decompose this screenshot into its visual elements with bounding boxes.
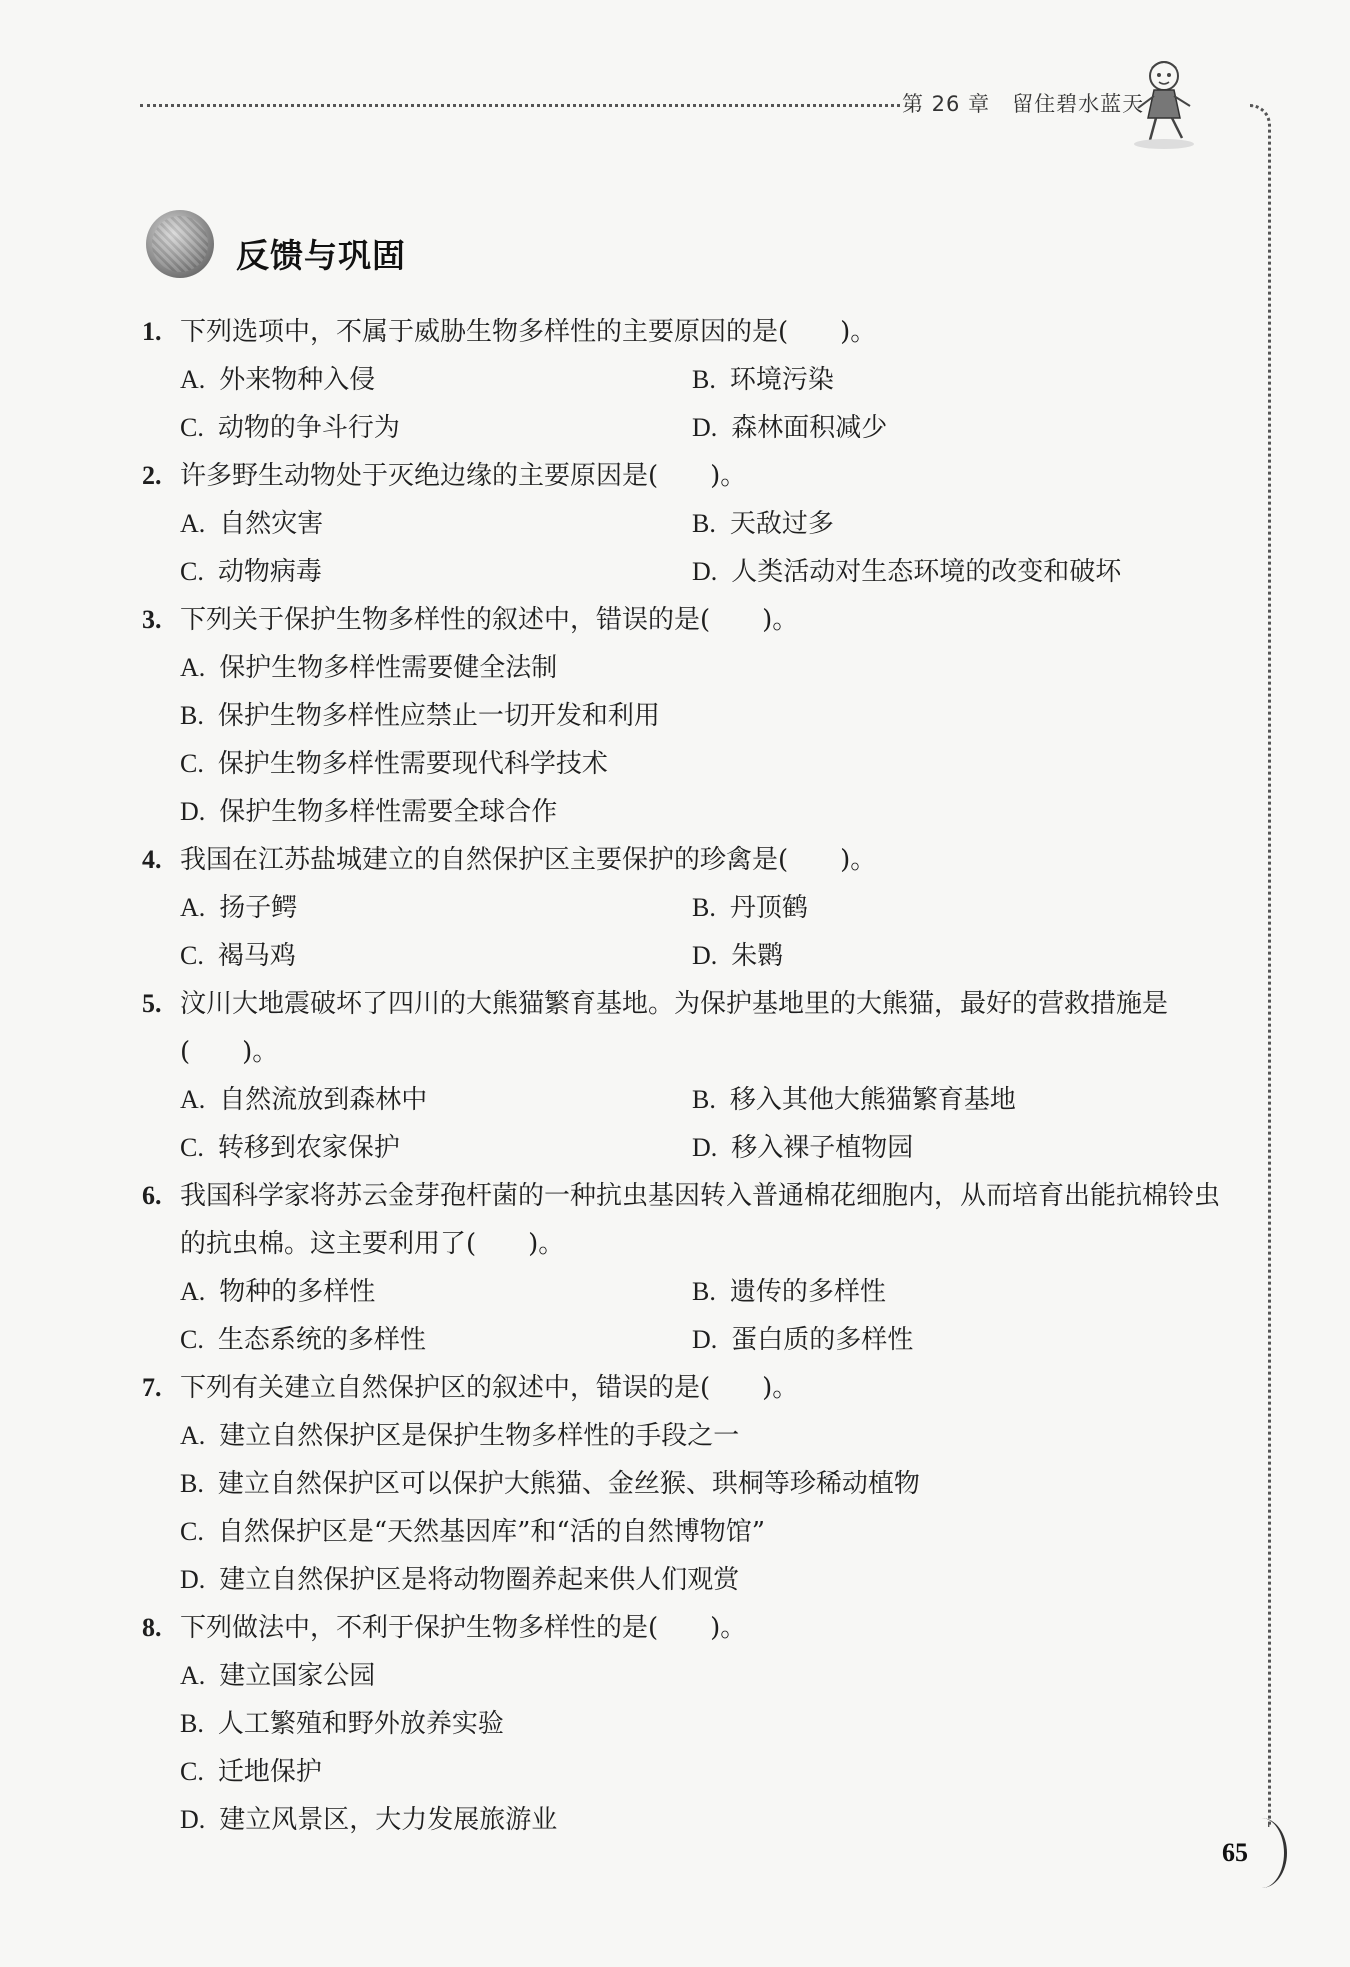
question-number: 2. [142, 461, 162, 490]
question-3 [142, 596, 1222, 836]
question-7 [142, 1364, 1222, 1604]
option-list [142, 1652, 1222, 1844]
question-stem [142, 1604, 1222, 1652]
option-letter: A. [180, 509, 206, 538]
option-b[interactable] [180, 692, 1180, 740]
question-text: 汶川大地震破坏了四川的大熊猫繁育基地。为保护基地里的大熊猫，最好的营救措施是( )。 [180, 989, 1169, 1067]
section-globe-icon [146, 210, 214, 278]
option-letter: B. [180, 1709, 204, 1738]
option-c[interactable] [180, 1316, 692, 1364]
option-c[interactable] [180, 740, 1180, 788]
option-d[interactable] [180, 1796, 1180, 1844]
question-text: 下列选项中，不属于威胁生物多样性的主要原因的是( )。 [180, 317, 877, 347]
option-list [142, 1076, 1222, 1172]
option-text: 扬子鳄 [219, 893, 298, 923]
option-c[interactable] [180, 548, 692, 596]
option-b[interactable] [180, 1460, 1180, 1508]
option-list [142, 356, 1222, 452]
option-d[interactable] [692, 1124, 1204, 1172]
option-letter: C. [180, 1517, 204, 1546]
option-text: 蛋白质的多样性 [731, 1325, 914, 1355]
option-letter: D. [692, 413, 718, 442]
option-letter: D. [692, 1325, 718, 1354]
option-text: 保护生物多样性需要健全法制 [219, 653, 558, 683]
question-text: 我国在江苏盐城建立的自然保护区主要保护的珍禽是( )。 [180, 845, 877, 875]
option-a[interactable] [180, 1076, 692, 1124]
option-list [142, 644, 1222, 836]
option-a[interactable] [180, 644, 1180, 692]
option-text: 人类活动对生态环境的改变和破坏 [731, 557, 1122, 587]
question-6 [142, 1172, 1222, 1364]
option-a[interactable] [180, 356, 692, 404]
question-8 [142, 1604, 1222, 1844]
option-b[interactable] [692, 1076, 1204, 1124]
option-b[interactable] [692, 356, 1204, 404]
option-text: 森林面积减少 [731, 413, 888, 443]
option-letter: B. [692, 1085, 716, 1114]
question-number: 3. [142, 605, 162, 634]
question-5 [142, 980, 1222, 1172]
option-text: 自然灾害 [219, 509, 324, 539]
question-text: 我国科学家将苏云金芽孢杆菌的一种抗虫基因转入普通棉花细胞内，从而培育出能抗棉铃虫的抗虫棉。这主要利用了( )。 [180, 1181, 1221, 1259]
option-b[interactable] [692, 884, 1204, 932]
option-letter: C. [180, 749, 204, 778]
option-letter: A. [180, 1661, 206, 1690]
option-text: 自然流放到森林中 [219, 1085, 428, 1115]
option-text: 动物的争斗行为 [217, 413, 400, 443]
option-text: 遗传的多样性 [729, 1277, 886, 1307]
option-d[interactable] [692, 404, 1204, 452]
option-letter: C. [180, 941, 204, 970]
question-4 [142, 836, 1222, 980]
question-text: 许多野生动物处于灭绝边缘的主要原因是( )。 [180, 461, 747, 491]
option-letter: D. [692, 941, 718, 970]
option-text: 建立自然保护区是将动物圈养起来供人们观赏 [219, 1565, 740, 1595]
option-letter: B. [692, 365, 716, 394]
running-header [902, 88, 1144, 118]
option-text: 外来物种入侵 [219, 365, 376, 395]
option-a[interactable] [180, 884, 692, 932]
option-text: 天敌过多 [729, 509, 834, 539]
option-b[interactable] [180, 1700, 1180, 1748]
question-number: 6. [142, 1181, 162, 1210]
option-letter: C. [180, 1757, 204, 1786]
question-stem [142, 452, 1222, 500]
option-text: 朱鹮 [731, 941, 784, 971]
option-text: 自然保护区是“天然基因库”和“活的自然博物馆” [217, 1517, 766, 1547]
option-c[interactable] [180, 1748, 1180, 1796]
option-text: 建立国家公园 [219, 1661, 376, 1691]
option-c[interactable] [180, 1124, 692, 1172]
header-dotted-rule [140, 104, 900, 107]
option-text: 迁地保护 [217, 1757, 322, 1787]
mascot-icon [1128, 58, 1200, 150]
option-letter: D. [692, 557, 718, 586]
option-a[interactable] [180, 500, 692, 548]
section-title: 反馈与巩固 [236, 236, 406, 275]
option-letter: B. [692, 509, 716, 538]
question-text: 下列关于保护生物多样性的叙述中，错误的是( )。 [180, 605, 799, 635]
option-letter: D. [180, 1565, 206, 1594]
option-list [142, 500, 1222, 596]
option-letter: B. [180, 1469, 204, 1498]
question-number: 4. [142, 845, 162, 874]
option-letter: C. [180, 413, 204, 442]
page-border-dotted [1250, 104, 1271, 1827]
question-text: 下列有关建立自然保护区的叙述中，错误的是( )。 [180, 1373, 799, 1403]
option-letter: C. [180, 1325, 204, 1354]
question-number: 8. [142, 1613, 162, 1642]
option-a[interactable] [180, 1412, 1180, 1460]
question-stem [142, 836, 1222, 884]
option-letter: B. [180, 701, 204, 730]
option-d[interactable] [692, 1316, 1204, 1364]
question-number: 7. [142, 1373, 162, 1402]
option-d[interactable] [180, 788, 1180, 836]
option-d[interactable] [692, 548, 1204, 596]
option-letter: B. [692, 1277, 716, 1306]
chapter-number: 第 26 章 [902, 92, 991, 116]
question-list [142, 308, 1222, 1844]
option-letter: A. [180, 1421, 206, 1450]
option-text: 物种的多样性 [219, 1277, 376, 1307]
option-list [142, 1268, 1222, 1364]
option-letter: A. [180, 365, 206, 394]
question-number: 5. [142, 989, 162, 1018]
option-text: 生态系统的多样性 [217, 1325, 426, 1355]
option-letter: B. [692, 893, 716, 922]
option-text: 褐马鸡 [217, 941, 296, 971]
question-text: 下列做法中，不利于保护生物多样性的是( )。 [180, 1613, 747, 1643]
option-d[interactable] [180, 1556, 1180, 1604]
question-2 [142, 452, 1222, 596]
option-a[interactable] [180, 1268, 692, 1316]
option-c[interactable] [180, 932, 692, 980]
option-text: 人工繁殖和野外放养实验 [217, 1709, 504, 1739]
question-stem [142, 980, 1222, 1076]
option-letter: D. [180, 1805, 206, 1834]
option-b[interactable] [692, 500, 1204, 548]
option-text: 保护生物多样性需要全球合作 [219, 797, 558, 827]
option-letter: A. [180, 653, 206, 682]
option-c[interactable] [180, 404, 692, 452]
option-text: 建立风景区，大力发展旅游业 [219, 1805, 558, 1835]
option-letter: A. [180, 893, 206, 922]
chapter-title: 留住碧水蓝天 [1012, 92, 1145, 116]
option-c[interactable] [180, 1508, 1180, 1556]
question-stem [142, 596, 1222, 644]
option-letter: A. [180, 1277, 206, 1306]
option-letter: C. [180, 1133, 204, 1162]
option-letter: D. [180, 797, 206, 826]
option-text: 动物病毒 [217, 557, 322, 587]
option-text: 保护生物多样性需要现代科学技术 [217, 749, 608, 779]
option-a[interactable] [180, 1652, 1180, 1700]
question-stem [142, 1172, 1222, 1268]
page-number: 65 [1222, 1838, 1248, 1867]
option-text: 保护生物多样性应禁止一切开发和利用 [217, 701, 660, 731]
option-list [142, 884, 1222, 980]
option-list [142, 1412, 1222, 1604]
option-d[interactable] [692, 932, 1204, 980]
question-stem [142, 308, 1222, 356]
option-letter: C. [180, 557, 204, 586]
question-stem [142, 1364, 1222, 1412]
option-text: 移入裸子植物园 [731, 1133, 914, 1163]
question-1 [142, 308, 1222, 452]
option-text: 丹顶鹤 [729, 893, 808, 923]
option-b[interactable] [692, 1268, 1204, 1316]
option-text: 环境污染 [729, 365, 834, 395]
option-text: 建立自然保护区可以保护大熊猫、金丝猴、珙桐等珍稀动植物 [217, 1469, 920, 1499]
option-letter: D. [692, 1133, 718, 1162]
option-letter: A. [180, 1085, 206, 1114]
option-text: 建立自然保护区是保护生物多样性的手段之一 [219, 1421, 740, 1451]
option-text: 转移到农家保护 [217, 1133, 400, 1163]
option-text: 移入其他大熊猫繁育基地 [729, 1085, 1016, 1115]
question-number: 1. [142, 317, 162, 346]
